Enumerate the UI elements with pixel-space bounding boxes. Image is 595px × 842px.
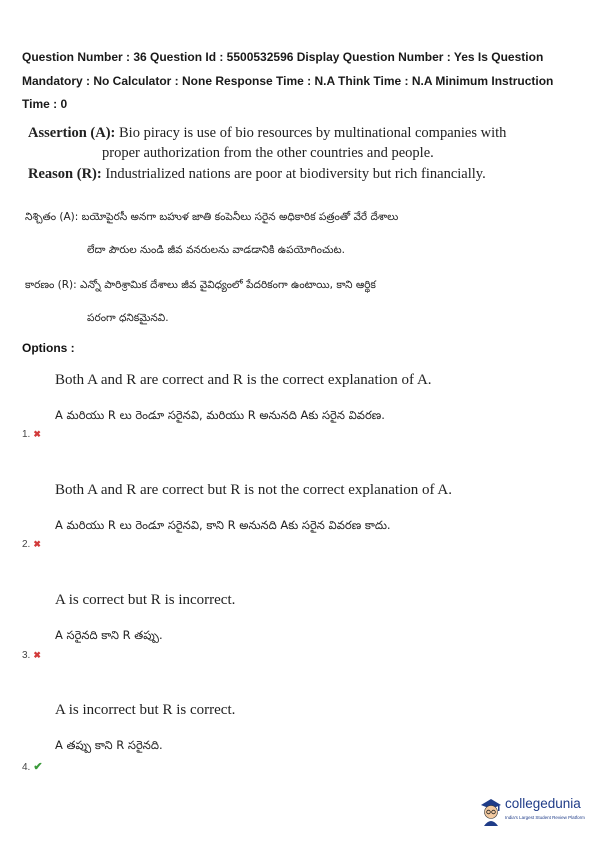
assertion-te-text-1: బయోపైరసీ అనగా బహుళ జాతి కంపెనీలు సరైన అధికారిక పత్రంతో వేరే దేశాలు: [81, 211, 399, 223]
assertion-te-text-2: లేదా పౌరుల నుండి జీవ వనరులను వాడడానికి ఉపయోగించుట.: [87, 244, 345, 256]
assertion-te-line-1: [25, 211, 398, 226]
option-1-telugu: A మరియు R లు రెండూ సరైనవి, మరియు R అనునది Aకు సరైన వివరణ.: [55, 408, 385, 422]
cross-icon: ✖: [33, 539, 41, 549]
metadata-line-1: Question Number : 36 Question Id : 5500532596 Display Question Number : Yes Is Question: [22, 50, 544, 64]
option-3-number: [22, 650, 41, 661]
option-4-english: A is incorrect but R is correct.: [55, 702, 236, 718]
student-avatar-icon: [478, 796, 504, 826]
option-2-telugu: A మరియు R లు రెండూ సరైనవి, కాని R అనునది Aకు సరైన వివరణ కాదు.: [55, 518, 391, 532]
check-icon: ✔: [33, 761, 43, 773]
option-1-number-label: 1.: [22, 429, 31, 440]
reason-te-text-1: ఎన్నో పారిశ్రామిక దేశాలు జీవ వైవిధ్యంలో పేదరికంగా ఉంటాయి, కాని ఆర్థిక: [80, 279, 376, 291]
collegedunia-logo: [478, 792, 588, 832]
option-4-telugu: A తప్పు కాని R సరైనది.: [55, 738, 163, 752]
logo-wordmark: collegedunia: [505, 796, 581, 811]
assertion-label: Assertion (A):: [28, 125, 116, 141]
assertion-text-2: proper authorization from the other countries and people.: [102, 145, 434, 161]
option-4-number-label: 4.: [22, 762, 31, 773]
reason-label: Reason (R):: [28, 166, 102, 182]
logo-tagline: India's Largest Student Review Platform: [505, 815, 585, 820]
cross-icon: ✖: [33, 429, 41, 439]
assertion-text-1: Bio piracy is use of bio resources by multinational companies with: [119, 125, 507, 141]
metadata-line-2: Mandatory : No Calculator : None Response Time : N.A Think Time : N.A Minimum Instruction: [22, 73, 554, 88]
option-2-english: Both A and R are correct but R is not the correct explanation of A.: [55, 482, 452, 498]
options-heading: Options :: [22, 341, 75, 355]
reason-te-label: కారణం (R):: [25, 279, 77, 291]
option-3-english: A is correct but R is incorrect.: [55, 592, 236, 608]
reason-te-text-2: పరంగా ధనికమైనవి.: [87, 312, 169, 324]
assertion-te-label: నిశ్చితం (A):: [25, 211, 79, 223]
question-metadata: [22, 46, 577, 117]
option-2-number: [22, 539, 41, 550]
option-3-telugu: A సరైనది కాని R తప్పు.: [55, 628, 163, 642]
reason-te-line-1: [25, 279, 376, 294]
option-4-number: [22, 760, 43, 773]
reason-text: Industrialized nations are poor at biodiversity but rich financially.: [105, 166, 486, 182]
assertion-line-1: [28, 125, 506, 142]
reason-line: [28, 166, 486, 183]
option-1-number: [22, 429, 41, 440]
option-1-english: Both A and R are correct and R is the correct explanation of A.: [55, 372, 432, 388]
option-3-number-label: 3.: [22, 650, 31, 661]
cross-icon: ✖: [33, 650, 41, 660]
option-2-number-label: 2.: [22, 539, 31, 550]
metadata-line-3: Time : 0: [22, 97, 68, 111]
